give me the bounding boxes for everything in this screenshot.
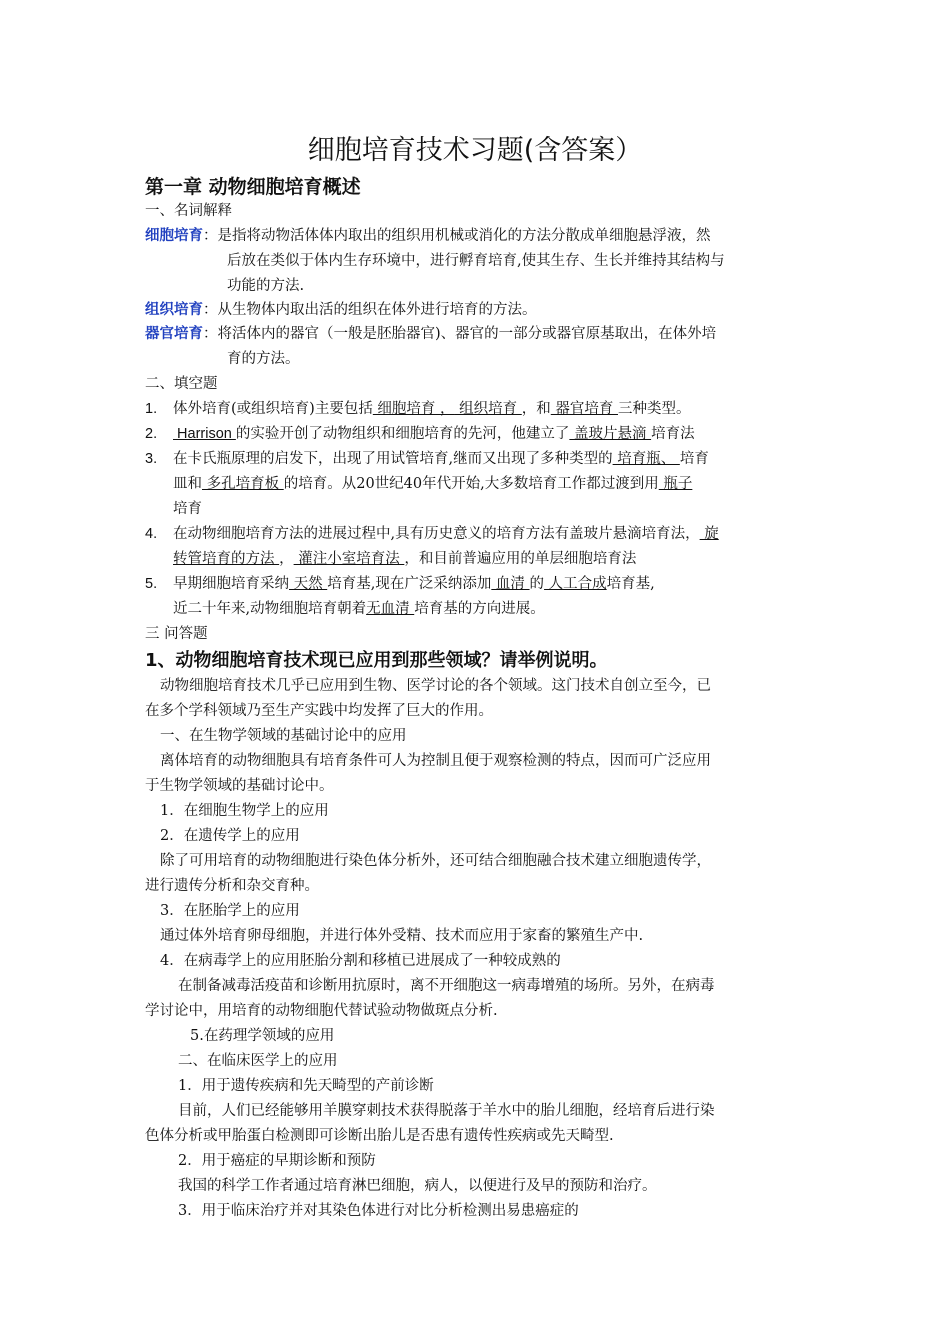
section-heading: 三 问答题 bbox=[145, 626, 208, 642]
answer-blank: 天然 bbox=[289, 576, 328, 592]
body-heading: 二、在临床医学上的应用 bbox=[178, 1053, 338, 1069]
fill-item-cont: 近二十年来,动物细胞培育朝着无血清 培育基的方向进展。 bbox=[173, 601, 545, 617]
answer-blank: 盖玻片悬滴 bbox=[569, 426, 652, 442]
answer-blank: 多孔培育板 bbox=[202, 476, 284, 492]
answer-blank: 组织培育 bbox=[454, 401, 522, 417]
body-heading: 2．在遗传学上的应用 bbox=[160, 828, 300, 844]
question-heading: 1、动物细胞培育技术现已应用到那些领域？请举例说明。 bbox=[145, 650, 608, 671]
answer-blank: 旋 bbox=[699, 526, 719, 542]
definition-term: 组织培育 bbox=[145, 302, 203, 318]
definition-line: 功能的方法. bbox=[227, 278, 305, 294]
body-paragraph: 色体分析或甲胎蛋白检测即可诊断出胎儿是否患有遗传性疾病或先天畸型. bbox=[145, 1128, 614, 1144]
answer-blank: 瓶子 bbox=[658, 476, 693, 492]
fill-item-cont: 转管培育的方法 ， 灌注小室培育法 ，和目前普遍应用的单层细胞培育法 bbox=[173, 551, 637, 567]
body-heading: 4．在病毒学上的应用胚胎分割和移植已进展成了一种较成熟的 bbox=[160, 953, 561, 969]
answer-blank: 无血清 bbox=[366, 601, 415, 617]
body-paragraph: 进行遗传分析和杂交育种。 bbox=[145, 878, 319, 894]
fill-item: 2. Harrison 的实验开创了动物组织和细胞培育的先河，他建立了 盖玻片悬滴 培育法 bbox=[145, 426, 695, 442]
answer-blank: 人工合成 bbox=[544, 576, 607, 592]
body-paragraph: 离体培育的动物细胞具有培育条件可人为控制且便于观察检测的特点，因而可广泛应用 bbox=[160, 753, 711, 769]
body-paragraph: 动物细胞培育技术几乎已应用到生物、医学讨论的各个领域。这门技术自创立至今，已 bbox=[160, 678, 711, 694]
fill-item-cont: 培育 bbox=[173, 501, 202, 517]
definition-term: 器官培育 bbox=[145, 326, 203, 342]
fill-item: 1. 体外培育(或组织培育)主要包括 细胞培育 ， 组织培育 ，和 器官培育 三种类型。 bbox=[145, 401, 691, 417]
body-heading: 1．在细胞生物学上的应用 bbox=[160, 803, 329, 819]
answer-blank: 细胞培育 ， bbox=[372, 401, 455, 417]
body-paragraph: 于生物学领域的基础讨论中。 bbox=[145, 778, 334, 794]
answer-blank: 培育瓶、 bbox=[612, 451, 680, 467]
body-paragraph: 在制备减毒活疫苗和诊断用抗原时，离不开细胞这一病毒增殖的场所。另外，在病毒 bbox=[178, 978, 715, 994]
fill-item: 5. 早期细胞培育采纳 天然 培育基,现在广泛采纳添加 血清 的 人工合成培育基, bbox=[145, 576, 655, 592]
chapter-heading: 第一章 动物细胞培育概述 bbox=[145, 176, 361, 198]
fill-item: 3. 在卡氏瓶原理的启发下，出现了用试管培育,继而又出现了多种类型的 培育瓶、 培育 bbox=[145, 451, 709, 467]
definition-line: 育的方法。 bbox=[227, 351, 300, 367]
definition-line: 器官培育：将活体内的器官（一般是胚胎器官)、器官的一部分或器官原基取出，在体外培 bbox=[145, 326, 717, 342]
body-heading: 5.在药理学领域的应用 bbox=[190, 1028, 335, 1044]
body-paragraph: 我国的科学工作者通过培育淋巴细胞，病人，以便进行及早的预防和治疗。 bbox=[178, 1178, 657, 1194]
body-paragraph: 除了可用培育的动物细胞进行染色体分析外，还可结合细胞融合技术建立细胞遗传学， bbox=[160, 853, 711, 869]
definition-line: 细胞培育：是指将动物活体体内取出的组织用机械或消化的方法分散成单细胞悬浮液，然 bbox=[145, 228, 711, 244]
section-heading: 一、名词解释 bbox=[145, 203, 232, 219]
document-title: 细胞培育技术习题(含答案） bbox=[307, 135, 643, 166]
definition-line: 后放在类似于体内生存环境中，进行孵育培育,使其生存、生长并维持其结构与 bbox=[227, 253, 725, 269]
section-heading: 二、填空题 bbox=[145, 376, 218, 392]
fill-item-cont: 皿和 多孔培育板 的培育。从20世纪40年代开始,大多数培育工作都过渡到用 瓶子 bbox=[173, 476, 693, 492]
body-paragraph: 目前，人们已经能够用羊膜穿刺技术获得脱落于羊水中的胎儿细胞，经培育后进行染 bbox=[178, 1103, 715, 1119]
body-heading: 3．在胚胎学上的应用 bbox=[160, 903, 300, 919]
body-paragraph: 学讨论中，用培育的动物细胞代替试验动物做斑点分析. bbox=[145, 1003, 498, 1019]
answer-blank: 器官培育 bbox=[550, 401, 618, 417]
answer-blank: 灌注小室培育法 bbox=[293, 551, 405, 567]
definition-line: 组织培育：从生物体内取出活的组织在体外进行培育的方法。 bbox=[145, 302, 537, 318]
fill-item: 4. 在动物细胞培育方法的进展过程中,具有历史意义的培育方法有盖玻片悬滴培育法， 旋 bbox=[145, 526, 719, 542]
body-paragraph: 在多个学科领域乃至生产实践中均发挥了巨大的作用。 bbox=[145, 703, 493, 719]
body-paragraph: 通过体外培育卵母细胞，并进行体外受精、技术而应用于家畜的繁殖生产中. bbox=[160, 928, 644, 944]
answer-blank: Harrison bbox=[173, 426, 236, 442]
body-heading: 3．用于临床治疗并对其染色体进行对比分析检测出易患癌症的 bbox=[178, 1203, 579, 1219]
answer-blank: 血清 bbox=[491, 576, 530, 592]
body-heading: 1．用于遗传疾病和先天畸型的产前诊断 bbox=[178, 1078, 434, 1094]
definition-term: 细胞培育 bbox=[145, 228, 203, 244]
answer-blank: 转管培育的方法 bbox=[173, 551, 280, 567]
body-heading: 一、在生物学领域的基础讨论中的应用 bbox=[160, 728, 407, 744]
body-heading: 2．用于癌症的早期诊断和预防 bbox=[178, 1153, 376, 1169]
